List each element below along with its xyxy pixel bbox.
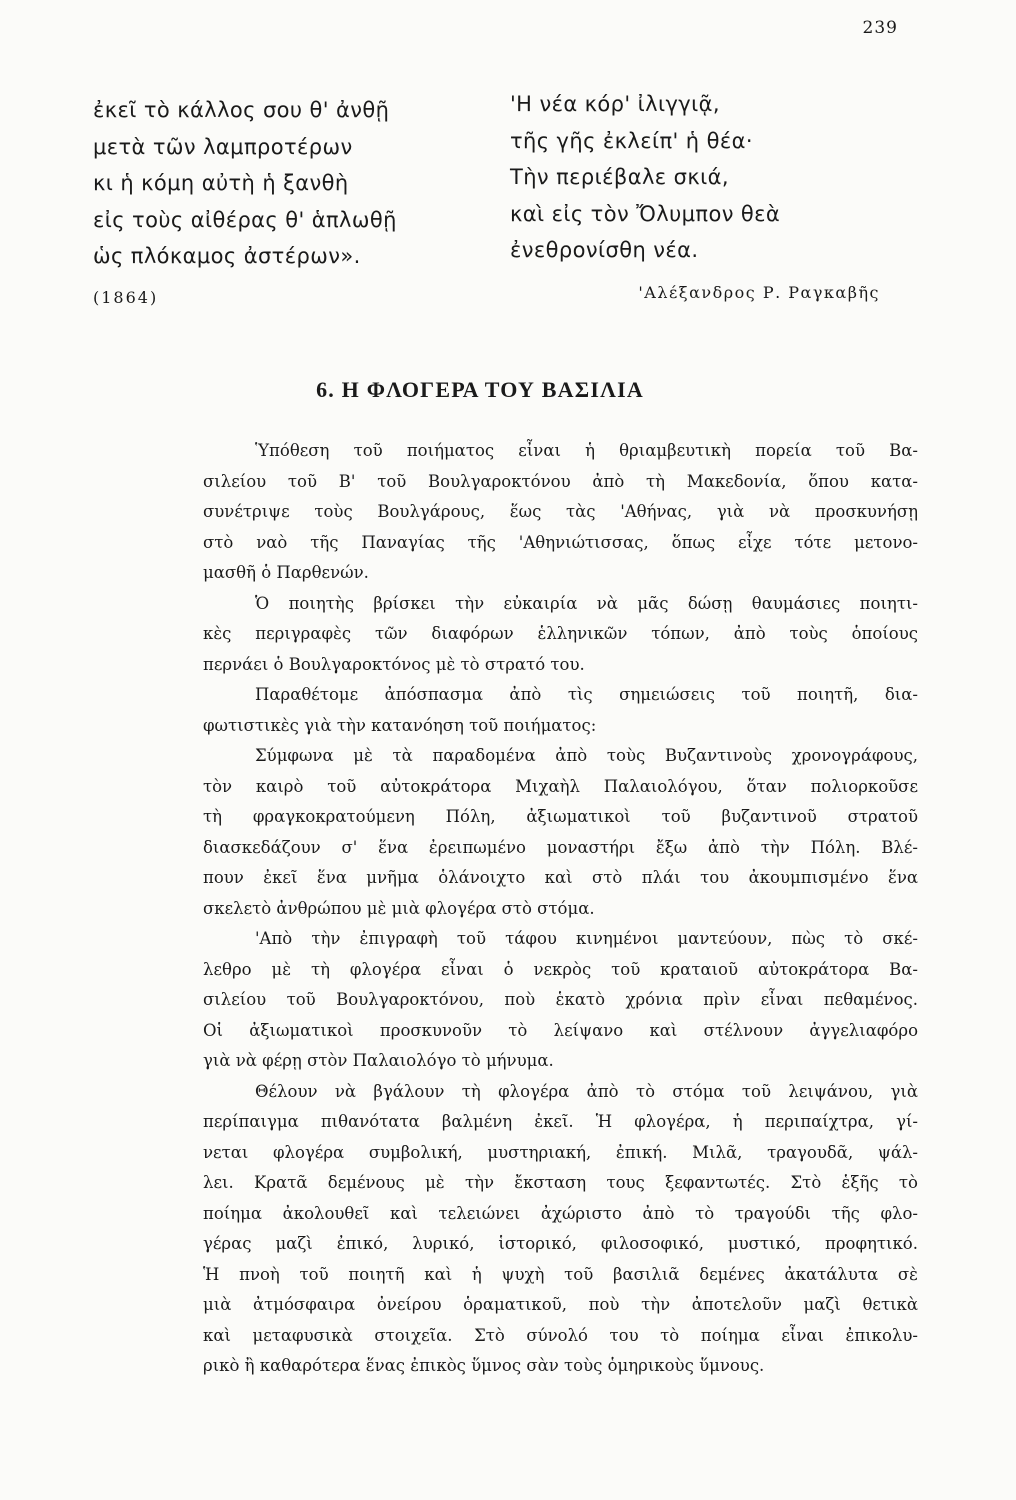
paragraph-line: φωτιστικὲς γιὰ τὴν κατανόηση τοῦ ποιήματος: — [203, 715, 597, 735]
poem-line: Τὴν περιέβαλε σκιά, — [510, 165, 729, 189]
paragraph-line: ποίημα ἀκολουθεῖ καὶ τελειώνει ἀχώριστο ἀπὸ τὸ τραγούδι τῆς φλο- — [203, 1203, 918, 1223]
paragraph-line: λεθρο μὲ τὴ φλογέρα εἶναι ὁ νεκρὸς τοῦ κραταιοῦ αὐτοκράτορα Βα- — [203, 959, 918, 979]
paragraph-line: μασθῆ ὁ Παρθενών. — [203, 563, 369, 582]
poem-year: (1864) — [93, 288, 159, 307]
paragraph-line: σιλείου τοῦ Β' τοῦ Βουλγαροκτόνου ἀπὸ τὴ Μακεδονία, ὅπου κατα- — [203, 471, 918, 491]
paragraph-line: 'Απὸ τὴν ἐπιγραφὴ τοῦ τάφου κινημένοι μαντεύουν, πὼς τὸ σκέ- — [255, 929, 918, 948]
paragraph-line: συνέτριψε τοὺς Βουλγάρους, ἕως τὰς 'Αθήνας, γιὰ νὰ προσκυνήσῃ — [203, 502, 918, 521]
paragraph-line: Παραθέτομε ἀπόσπασμα ἀπὸ τὶς σημειώσεις τοῦ ποιητῆ, δια- — [255, 685, 918, 704]
paragraph-line: Ἡ πνοὴ τοῦ ποιητῆ καὶ ἡ ψυχὴ τοῦ βασιλιᾶ δεμένες ἀκατάλυτα σὲ — [203, 1264, 918, 1284]
paragraph-line: Οἱ ἀξιωματικοὶ προσκυνοῦν τὸ λείψανο καὶ στέλνουν ἀγγελιαφόρο — [203, 1020, 918, 1040]
poem-line: κι ἡ κόμη αὐτὴ ἡ ξανθὴ — [93, 171, 349, 195]
poem-line: ἐνεθρονίσθη νέα. — [510, 238, 699, 262]
body-text — [203, 436, 918, 1382]
paragraph-line: πουν ἐκεῖ ἕνα μνῆμα ὁλάνοιχτο καὶ στὸ πλάι του ἀκουμπισμένο ἕνα — [203, 868, 918, 887]
paragraph-line: τὴ φραγκοκρατούμενη Πόλη, ἀξιωματικοὶ τοῦ βυζαντινοῦ στρατοῦ — [203, 807, 918, 826]
page-number: 239 — [862, 18, 898, 38]
poem-left-stanza — [93, 92, 453, 275]
poem-author: 'Αλέξανδρος Ρ. Ραγκαβῆς — [638, 283, 880, 302]
paragraph-line: Σύμφωνα μὲ τὰ παραδομένα ἀπὸ τοὺς Βυζαντινοὺς χρονογράφους, — [255, 746, 918, 765]
paragraph-line: διασκεδάζουν σ' ἕνα ἐρειπωμένο μοναστήρι ἔξω ἀπὸ τὴν Πόλη. Βλέ- — [203, 837, 918, 857]
poem-right-stanza — [510, 86, 870, 269]
paragraph-line: περίπαιγμα πιθανότατα βαλμένη ἐκεῖ. Ἡ φλογέρα, ἡ περιπαίχτρα, γί- — [203, 1112, 918, 1131]
paragraph-line: Ὁ ποιητὴς βρίσκει τὴν εὐκαιρία νὰ μᾶς δώσῃ θαυμάσιες ποιητι- — [255, 593, 918, 613]
poem-line: καὶ εἰς τὸν Ὄλυμπον θεὰ — [510, 201, 781, 226]
paragraph-line: γιὰ νὰ φέρῃ στὸν Παλαιολόγο τὸ μήνυμα. — [203, 1051, 554, 1070]
paragraph-line: κὲς περιγραφὲς τῶν διαφόρων ἑλληνικῶν τόπων, ἀπὸ τοὺς ὁποίους — [203, 624, 918, 643]
paragraph-line: Θέλουν νὰ βγάλουν τὴ φλογέρα ἀπὸ τὸ στόμα τοῦ λειψάνου, γιὰ — [255, 1081, 918, 1101]
poem-line: 'Η νέα κόρ' ἰλιγγιᾷ, — [510, 92, 720, 116]
paragraph-line: γέρας μαζὶ ἐπικό, λυρικό, ἱστορικό, φιλοσοφικό, μυστικό, προφητικό. — [203, 1234, 918, 1253]
paragraph-line: μιὰ ἀτμόσφαιρα ὀνείρου ὁραματικοῦ, ποὺ τὴν ἀποτελοῦν μαζὶ θετικὰ — [203, 1295, 918, 1314]
paragraph-line: νεται φλογέρα συμβολική, μυστηριακή, ἐπική. Μιλᾶ, τραγουδᾶ, ψάλ- — [203, 1142, 918, 1162]
poem-line: ὡς πλόκαμος ἀστέρων». — [93, 244, 361, 268]
paragraph-line: στὸ ναὸ τῆς Παναγίας τῆς 'Αθηνιώτισσας, ὅπως εἶχε τότε μετονο- — [203, 532, 918, 552]
poem-line: τῆς γῆς ἐκλείπ' ἡ θέα· — [510, 128, 753, 153]
paragraph-line: σκελετὸ ἀνθρώπου μὲ μιὰ φλογέρα στὸ στόμα. — [203, 898, 595, 918]
section-heading: 6. Η ΦΛΟΓΕΡΑ ΤΟΥ ΒΑΣΙΛΙΑ — [316, 377, 644, 402]
poem-line: μετὰ τῶν λαμπροτέρων — [93, 134, 353, 159]
paragraph-line: περνάει ὁ Βουλγαροκτόνος μὲ τὸ στρατό του. — [203, 654, 585, 674]
paragraph-line: τὸν καιρὸ τοῦ αὐτοκράτορα Μιχαὴλ Παλαιολόγου, ὅταν πολιορκοῦσε — [203, 776, 918, 796]
paragraph-line: λει. Κρατᾶ δεμένους μὲ τὴν ἔκσταση τους ξεφαντωτές. Στὸ ἑξῆς τὸ — [203, 1173, 918, 1192]
paragraph-line: καὶ μεταφυσικὰ στοιχεῖα. Στὸ σύνολό του τὸ ποίημα εἶναι ἐπικολυ- — [203, 1325, 918, 1345]
paragraph-line: σιλείου τοῦ Βουλγαροκτόνου, ποὺ ἑκατὸ χρόνια πρὶν εἶναι πεθαμένος. — [203, 990, 918, 1009]
poem-line: εἰς τοὺς αἰθέρας θ' ἁπλωθῇ — [93, 207, 397, 232]
paragraph-line: Ὑπόθεση τοῦ ποιήματος εἶναι ἡ θριαμβευτικὴ πορεία τοῦ Βα- — [255, 441, 918, 460]
poem-line: ἐκεῖ τὸ κάλλος σου θ' ἀνθῇ — [93, 98, 390, 122]
paragraph-line: ρικὸ ἢ καθαρότερα ἕνας ἐπικὸς ὕμνος σὰν τοὺς ὁμηρικοὺς ὕμνους. — [203, 1356, 765, 1375]
